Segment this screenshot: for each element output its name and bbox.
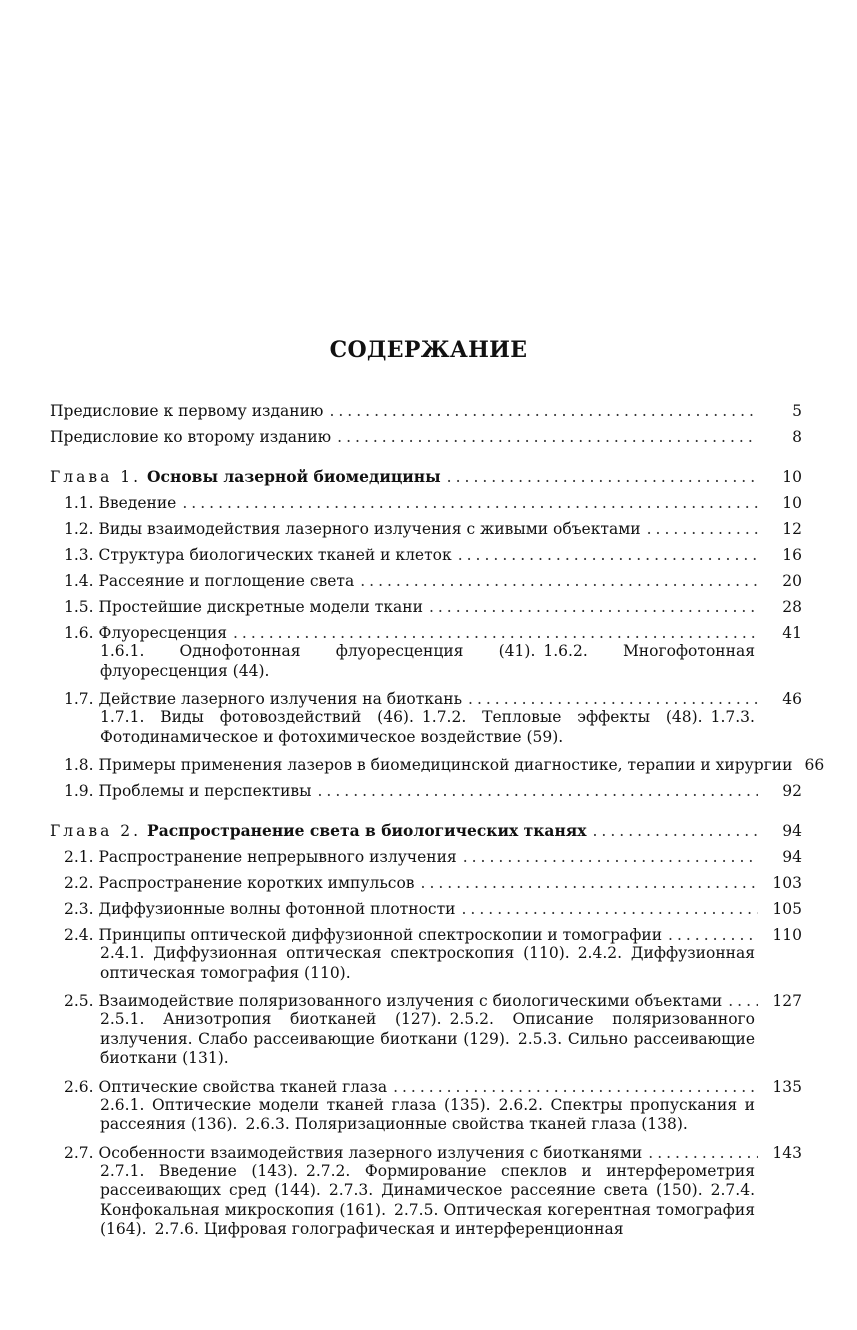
- entry-label: 1.6. Флуоресценция: [64, 624, 227, 642]
- page-number: 41: [782, 624, 802, 642]
- dot-leader: [360, 568, 758, 594]
- entry-label: 1.3. Структура биологических тканей и клеток: [64, 546, 452, 564]
- chapter-prefix: Глава 1.: [50, 468, 142, 486]
- chapter-entry: [50, 464, 802, 490]
- page-number: 10: [782, 468, 802, 486]
- page-number: 143: [772, 1143, 802, 1162]
- subsection-item: 1.6.1. Однофотонная флуоресценция (41).: [100, 642, 536, 660]
- dot-leader: [429, 594, 758, 620]
- chapter-title: Основы лазерной биомедицины: [147, 467, 441, 486]
- page-number: 28: [782, 598, 802, 616]
- subsection-list: [50, 1096, 802, 1135]
- page-number: 135: [772, 1077, 802, 1096]
- subsection-item: 2.7.5. Оптическая когерентная томография (164).: [100, 1200, 755, 1238]
- entry-label: 1.2. Виды взаимодействия лазерного излучения с живыми объектами: [64, 520, 641, 538]
- entry-label: 1.4. Рассеяние и поглощение света: [64, 572, 355, 590]
- section-entry: [50, 844, 802, 870]
- entry-label: 2.7. Особенности взаимодействия лазерного излучения с биотканями: [64, 1143, 643, 1162]
- page-number: 20: [782, 572, 802, 590]
- subsection-item: 1.7.3. Фотодинамическое и фотохимическое воздействие (59).: [100, 708, 755, 746]
- dot-leader: [647, 516, 758, 542]
- page-number: 5: [792, 402, 802, 420]
- subsection-item: 2.6.3. Поляризационные свойства тканей глаза (138).: [245, 1115, 688, 1133]
- entry-label: 1.5. Простейшие дискретные модели ткани: [64, 598, 423, 616]
- section-entry: [50, 594, 802, 620]
- page-number: 92: [782, 782, 802, 800]
- entry-label: 2.5. Взаимодействие поляризованного излучения с биологическими объектами: [64, 992, 723, 1010]
- page-number: 94: [782, 822, 802, 840]
- entry-label: 2.1. Распространение непрерывного излучения: [64, 848, 457, 866]
- subsection-item: 2.6.1. Оптические модели тканей глаза (135).: [100, 1095, 491, 1114]
- subsection-item: 2.7.6. Цифровая голографическая и интерференционная: [154, 1220, 624, 1238]
- section-entry: [50, 490, 802, 516]
- subsection-item: 2.4.2. Диффузионная оптическая томография (110).: [100, 944, 756, 982]
- subsection-item: 1.7.2. Тепловые эффекты (48).: [421, 708, 703, 726]
- dot-leader: [447, 464, 758, 490]
- page-number: 46: [782, 690, 802, 708]
- subsection-item: 2.7.1. Введение (143).: [100, 1161, 298, 1180]
- chapter-prefix: Глава 2.: [50, 822, 142, 840]
- dot-leader: [463, 844, 758, 870]
- subsection-list: [50, 944, 802, 983]
- dot-leader: [421, 870, 758, 896]
- entry-label: Предисловие ко второму изданию: [50, 428, 332, 446]
- page-number: 66: [804, 756, 825, 774]
- subsection-item: 1.7.1. Виды фотовоздействий (46).: [100, 708, 414, 726]
- section-entry: [50, 870, 802, 896]
- dot-leader: [458, 542, 758, 568]
- entry-label: 1.1. Введение: [64, 494, 177, 512]
- subsection-item: 2.6.2. Спектры пропускания и рассеяния (136).: [100, 1095, 755, 1133]
- section-entry: [50, 752, 825, 778]
- entry-label: 2.4. Принципы оптической диффузионной спектроскопии и томографии: [64, 926, 663, 944]
- dot-leader: [182, 490, 758, 516]
- subsection-item: 1.6.2. Многофотонная флуоресценция (44).: [100, 642, 755, 680]
- subsection-item: 2.7.4. Конфокальная микроскопия (161).: [100, 1181, 755, 1219]
- dot-leader: [317, 778, 758, 804]
- page-number: 12: [782, 520, 802, 538]
- page-number: 10: [782, 494, 802, 512]
- subsection-list: [50, 1162, 802, 1240]
- page-number: 103: [772, 874, 802, 892]
- entry-label: 1.8. Примеры применения лазеров в биомедицинской диагностике, терапии и хирургии: [64, 756, 793, 774]
- section-entry: [50, 542, 802, 568]
- section-entry: [50, 568, 802, 594]
- entry-label: 2.3. Диффузионные волны фотонной плотности: [64, 900, 456, 918]
- page-number: 94: [782, 848, 802, 866]
- chapter-title: Распространение света в биологических тканях: [147, 821, 587, 840]
- section-entry: [50, 778, 802, 804]
- subsection-item: 2.5.2. Описание поляризованного излучения. Слабо рассеивающие биоткани (129).: [100, 1010, 755, 1048]
- subsection-item: 2.7.3. Динамическое рассеяние света (150).: [328, 1181, 703, 1199]
- subsection-list: [50, 1010, 802, 1069]
- subsection-item: 2.5.1. Анизотропия биотканей (127).: [100, 1010, 442, 1028]
- table-of-contents: [50, 398, 825, 1245]
- page-number: 127: [772, 992, 802, 1010]
- entry-label: [50, 818, 587, 844]
- subsection-item: 2.4.1. Диффузионная оптическая спектроскопия (110).: [100, 944, 570, 962]
- front-matter-entry: [50, 424, 802, 450]
- dot-leader: [329, 398, 758, 424]
- entry-label: 2.2. Распространение коротких импульсов: [64, 874, 415, 892]
- page-number: 110: [772, 926, 802, 944]
- section-entry: [50, 896, 802, 922]
- chapter-entry: [50, 818, 802, 844]
- section-entry: [50, 516, 802, 542]
- entry-label: Предисловие к первому изданию: [50, 402, 324, 420]
- page-number: 16: [782, 546, 802, 564]
- subsection-item: 2.5.3. Сильно рассеивающие биоткани (131).: [100, 1029, 756, 1067]
- dot-leader: [462, 896, 759, 922]
- page-number: 105: [772, 900, 802, 918]
- entry-label: 1.9. Проблемы и перспективы: [64, 782, 312, 800]
- subsection-list: [50, 642, 802, 681]
- entry-label: 1.7. Действие лазерного излучения на биоткань: [64, 690, 463, 708]
- entry-label: [50, 464, 441, 490]
- front-matter-entry: [50, 398, 802, 424]
- dot-leader: [337, 424, 758, 450]
- entry-label: 2.6. Оптические свойства тканей глаза: [64, 1077, 388, 1096]
- page-title: СОДЕРЖАНИЕ: [329, 337, 528, 363]
- dot-leader: [593, 818, 759, 844]
- subsection-item: 2.7.2. Формирование спеклов и интерферометрия рассеивающих сред (144).: [100, 1161, 755, 1199]
- page-number: 8: [792, 428, 802, 446]
- subsection-list: [50, 708, 802, 747]
